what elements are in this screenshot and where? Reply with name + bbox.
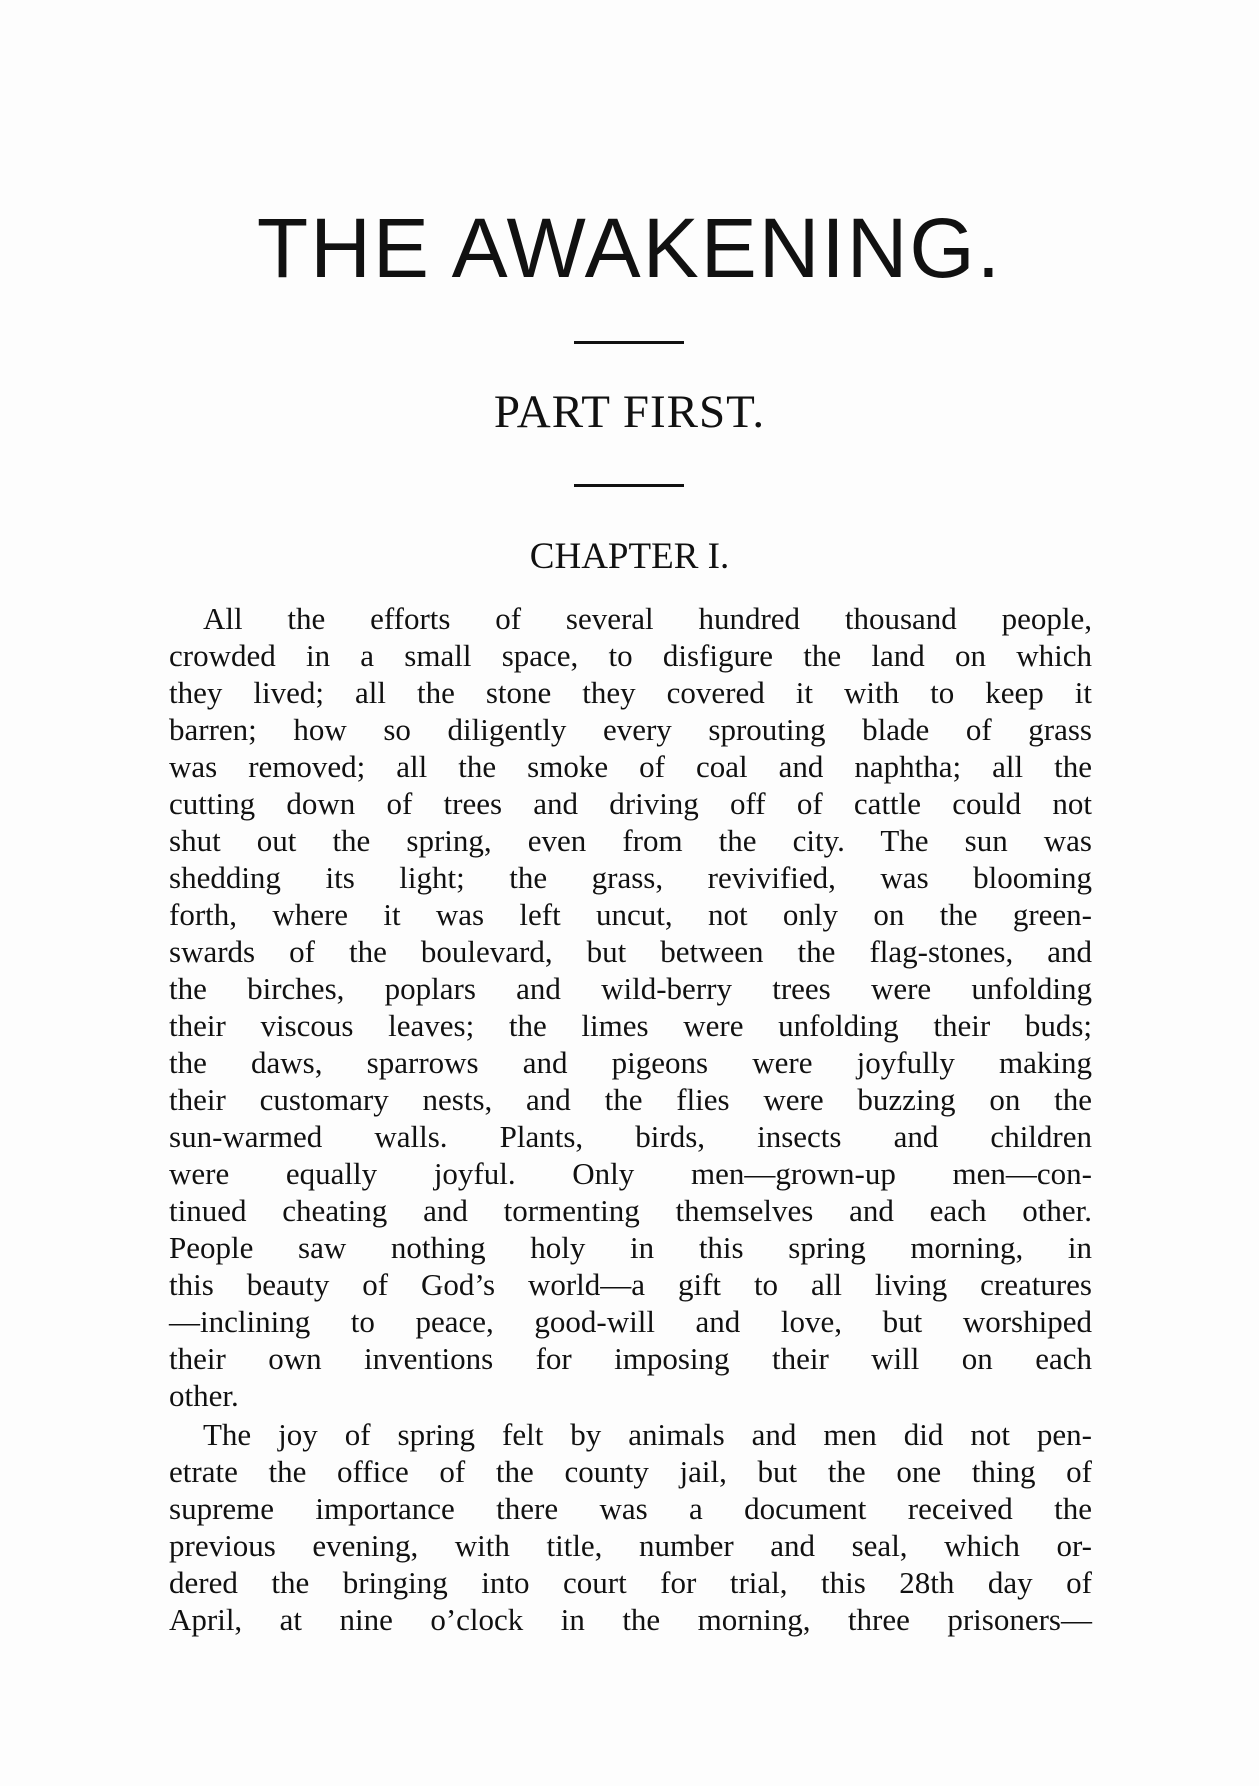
book-title: THE AWAKENING.: [256, 201, 1003, 295]
text-line: other.: [169, 1378, 239, 1413]
text-line: swards of the boulevard, but between the flag-stones, and: [169, 934, 1092, 969]
part-heading: PART FIRST.: [493, 386, 766, 438]
text-line: cutting down of trees and driving off of cattle could not: [169, 786, 1092, 821]
paragraph-1: [169, 600, 1092, 1414]
text-line: All the efforts of several hundred thousand people,: [203, 601, 1092, 636]
text-line: the birches, poplars and wild-berry trees were unfolding: [169, 971, 1092, 1006]
text-line: they lived; all the stone they covered it with to keep it: [169, 675, 1092, 710]
chapter-heading: CHAPTER I.: [529, 536, 730, 577]
text-line: their own inventions for imposing their will on each: [169, 1341, 1092, 1376]
text-line: the daws, sparrows and pigeons were joyfully making: [169, 1045, 1092, 1080]
text-line: shut out the spring, even from the city. The sun was: [169, 823, 1092, 858]
paragraph-2: [169, 1416, 1092, 1638]
text-line: sun-warmed walls. Plants, birds, insects and children: [169, 1119, 1092, 1154]
text-line: forth, where it was left uncut, not only on the green-: [169, 897, 1092, 932]
text-line: April, at nine o’clock in the morning, three prisoners—: [169, 1602, 1092, 1637]
part-divider: [574, 484, 684, 487]
text-line: The joy of spring felt by animals and men did not pen-: [203, 1417, 1092, 1452]
text-line: previous evening, with title, number and seal, which or-: [169, 1528, 1092, 1563]
text-line: crowded in a small space, to disfigure the land on which: [169, 638, 1092, 673]
text-line: were equally joyful. Only men—grown-up men—con-: [169, 1156, 1092, 1191]
text-line: —inclining to peace, good-will and love, but worshiped: [169, 1304, 1092, 1339]
text-line: this beauty of God’s world—a gift to all living creatures: [169, 1267, 1092, 1302]
text-line: supreme importance there was a document received the: [169, 1491, 1092, 1526]
text-line: shedding its light; the grass, revivified, was blooming: [169, 860, 1092, 895]
text-line: etrate the office of the county jail, but the one thing of: [169, 1454, 1092, 1489]
text-line: their customary nests, and the flies were buzzing on the: [169, 1082, 1092, 1117]
text-line: barren; how so diligently every sprouting blade of grass: [169, 712, 1092, 747]
text-line: dered the bringing into court for trial, this 28th day of: [169, 1565, 1092, 1600]
text-line: tinued cheating and tormenting themselves and each other.: [169, 1193, 1092, 1228]
text-line: their viscous leaves; the limes were unfolding their buds;: [169, 1008, 1092, 1043]
text-line: was removed; all the smoke of coal and naphtha; all the: [169, 749, 1092, 784]
text-line: People saw nothing holy in this spring morning, in: [169, 1230, 1092, 1265]
title-divider: [574, 341, 684, 344]
chapter-body: [169, 600, 1092, 1638]
